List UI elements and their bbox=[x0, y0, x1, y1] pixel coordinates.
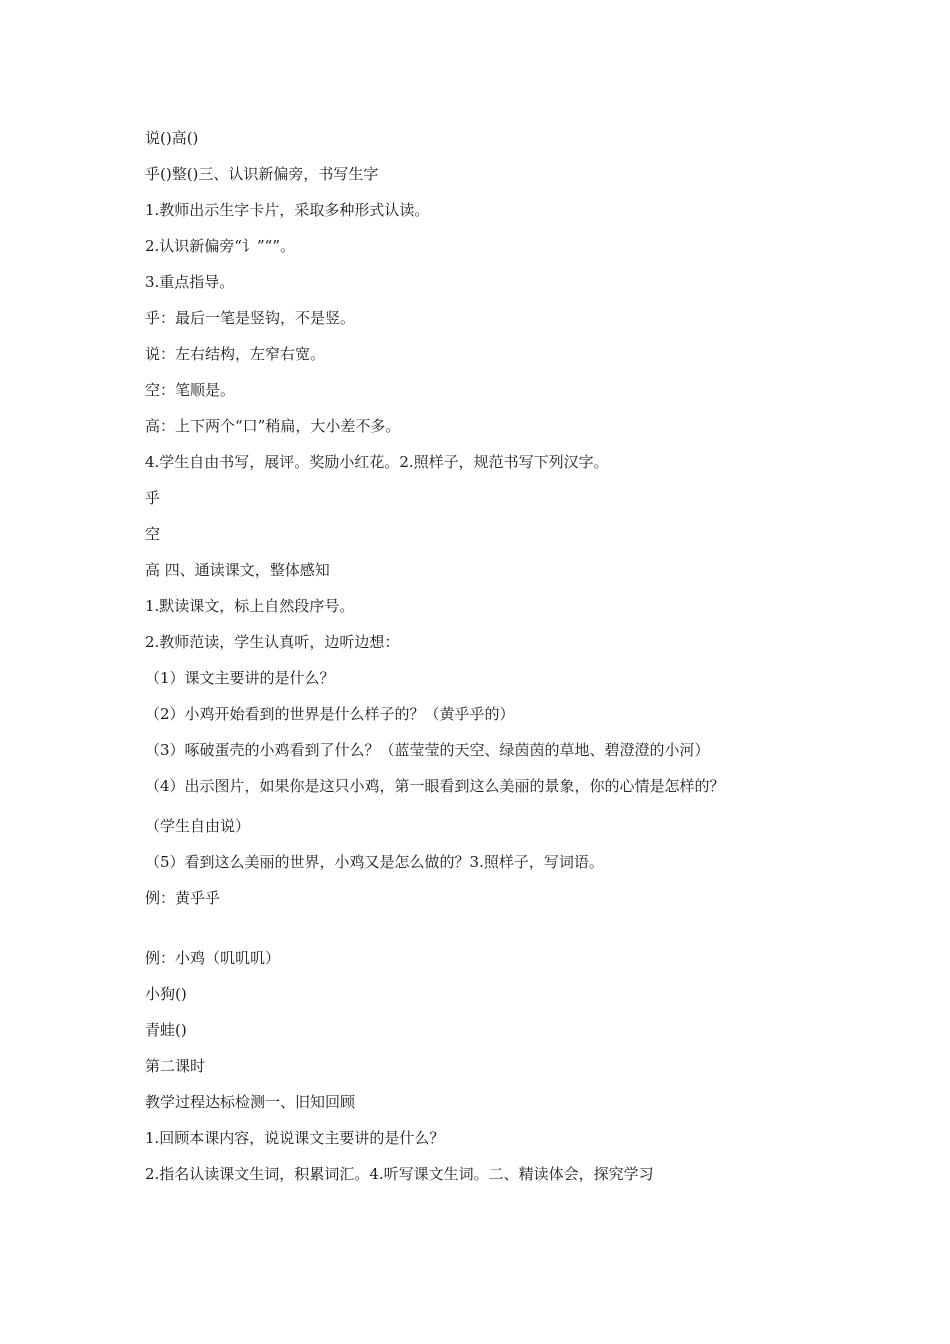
text-line-17: （2）小鸡开始看到的世界是什么样子的？（黄乎乎的） bbox=[145, 705, 515, 723]
text-line-24: 小狗() bbox=[145, 985, 187, 1003]
text-line-27: 教学过程达标检测一、旧知回顾 bbox=[145, 1093, 356, 1111]
text-line-28: 1.回顾本课内容，说说课文主要讲的是什么？ bbox=[145, 1129, 445, 1147]
text-line-12: 空 bbox=[145, 525, 161, 543]
text-line-23: 例：小鸡（叽叽叽） bbox=[145, 949, 281, 967]
text-line-10: 4.学生自由书写，展评。奖励小红花。2.照样子，规范书写下列汉字。 bbox=[145, 453, 609, 471]
text-line-7: 说：左右结构，左窄右宽。 bbox=[145, 345, 326, 363]
text-line-29: 2.指名认读课文生词，积累词汇。4.听写课文生词。二、精读体会，探究学习 bbox=[145, 1165, 654, 1183]
text-line-22: 例：黄乎乎 bbox=[145, 889, 221, 907]
text-line-9: 高：上下两个“口”稍扁，大小差不多。 bbox=[145, 417, 401, 435]
text-line-16: （1）课文主要讲的是什么？ bbox=[145, 669, 335, 687]
text-line-15: 2.教师范读，学生认真听，边听边想： bbox=[145, 633, 400, 651]
text-line-11: 乎 bbox=[145, 489, 161, 507]
text-line-20: （学生自由说） bbox=[145, 817, 251, 835]
text-line-26: 第二课时 bbox=[145, 1057, 206, 1075]
text-line-1: 说()高() bbox=[145, 129, 199, 147]
text-line-21: （5）看到这么美丽的世界，小鸡又是怎么做的？3.照样子，写词语。 bbox=[145, 853, 604, 871]
text-line-13: 高 四、通读课文，整体感知 bbox=[145, 561, 330, 579]
text-line-14: 1.默读课文，标上自然段序号。 bbox=[145, 597, 355, 615]
text-line-8: 空：笔顺是。 bbox=[145, 381, 236, 399]
text-line-18: （3）啄破蛋壳的小鸡看到了什么？（蓝莹莹的天空、绿茵茵的草地、碧澄澄的小河） bbox=[145, 741, 710, 759]
text-line-19: （4）出示图片，如果你是这只小鸡，第一眼看到这么美丽的景象，你的心情是怎样的？ bbox=[145, 777, 725, 795]
text-line-4: 2.认识新偏旁“讠”“”。 bbox=[145, 237, 295, 255]
text-line-25: 青蛙() bbox=[145, 1021, 187, 1039]
text-line-3: 1.教师出示生字卡片，采取多种形式认读。 bbox=[145, 201, 430, 219]
text-line-2: 乎()整()三、认识新偏旁，书写生字 bbox=[145, 165, 379, 183]
text-line-5: 3.重点指导。 bbox=[145, 273, 235, 291]
text-line-6: 乎：最后一笔是竖钩，不是竖。 bbox=[145, 309, 356, 327]
